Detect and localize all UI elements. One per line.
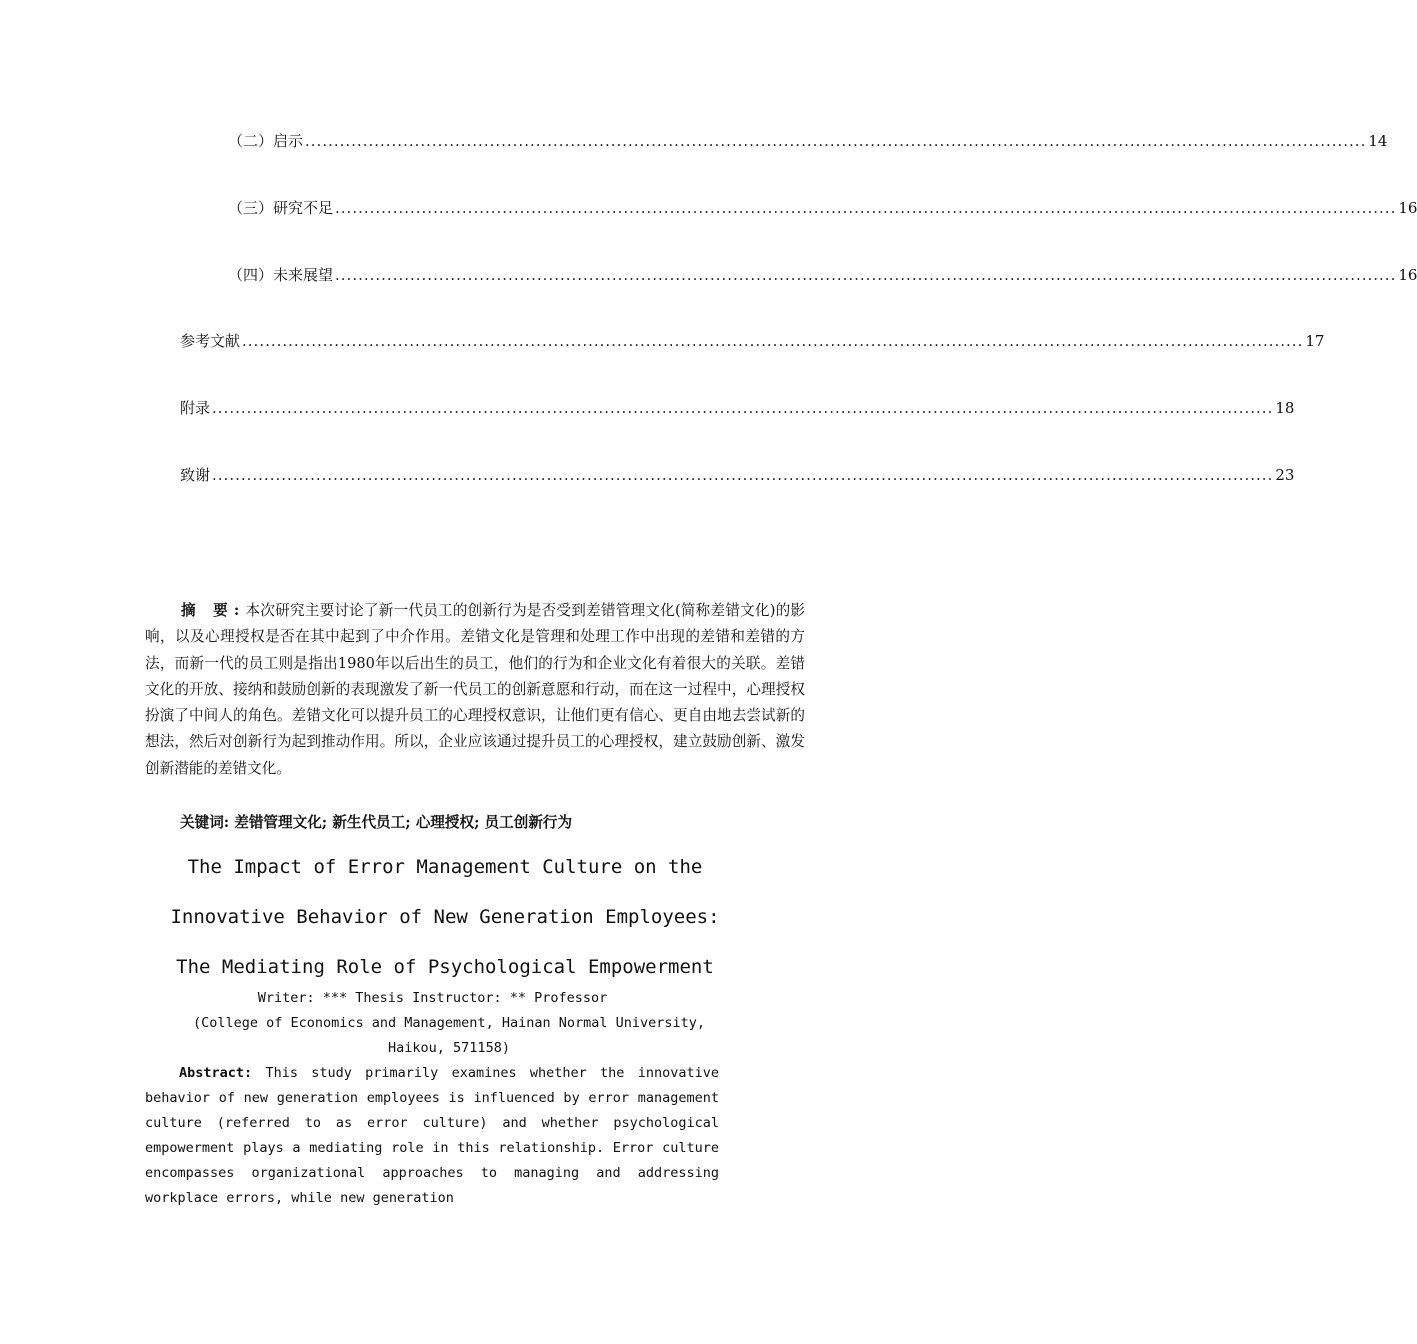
toc-entry-label: （四）未来展望 bbox=[228, 266, 334, 284]
toc-entry[interactable] bbox=[180, 465, 1295, 485]
college-affiliation: (College of Economics and Management, Hainan Normal University, Haikou, 571158) bbox=[192, 1015, 706, 1056]
english-title-line: The Mediating Role of Psychological Empowerment bbox=[176, 956, 714, 978]
toc-leader-dots: ........................................................................................................................................................................................ bbox=[305, 132, 1367, 150]
toc-entry-page: 14 bbox=[1368, 132, 1388, 150]
english-title-line: The Impact of Error Management Culture on the bbox=[187, 856, 703, 878]
abstract-en-heading: Abstract: bbox=[179, 1065, 253, 1081]
toc-leader-dots: ........................................................................................................................................................................................ bbox=[212, 399, 1274, 417]
writer-line: Writer: *** Thesis Instructor: ** Professor bbox=[257, 990, 608, 1006]
toc-entry-label: （二）启示 bbox=[228, 132, 304, 150]
toc-leader-dots: ........................................................................................................................................................................................ bbox=[212, 466, 1274, 484]
toc-entry-label: 附录 bbox=[180, 399, 211, 417]
toc-entry[interactable] bbox=[180, 398, 1295, 418]
toc-entry-page: 23 bbox=[1275, 466, 1295, 484]
abstract-english bbox=[145, 1061, 719, 1211]
keywords-chinese: 关键词: 差错管理文化; 新生代员工; 心理授权; 员工创新行为 bbox=[180, 814, 573, 831]
abstract-cn-body: 本次研究主要讨论了新一代员工的创新行为是否受到差错管理文化(简称差错文化)的影响，以及心理授权是否在其中起到了中介作用。差错文化是管理和处理工作中出现的差错和差错的方法，而新一代的员工则是指出1980年以后出生的员工，他们的行为和企业文化有着很大的关联。差错文化的开放、接纳和鼓励创新的表现激发了新一代员工的创新意愿和行动，而在这一过程中，心理授权扮演了中间人的角色。差错文化可以提升员工的心理授权意识，让他们更有信心、更自由地去尝试新的想法，然后对创新行为起到推动作用。所以，企业应该通过提升员工的心理授权，建立鼓励创新、激发创新潜能的差错文化。 bbox=[145, 602, 806, 777]
abstract-chinese bbox=[145, 598, 805, 782]
toc-leader-dots: ........................................................................................................................................................................................ bbox=[335, 266, 1397, 284]
toc-entry-label: （三）研究不足 bbox=[228, 199, 334, 217]
abstract-en-body: This study primarily examines whether the innovative behavior of new generation employees is influenced by error management culture (referred to as error culture) and whether psychological empowerment plays a mediating role in this relationship. Error culture encompasses organizational approaches to managing and addressing workplace errors, while new generation bbox=[145, 1065, 719, 1206]
toc-leader-dots: ........................................................................................................................................................................................ bbox=[335, 199, 1397, 217]
toc-entry[interactable] bbox=[180, 331, 1325, 351]
toc-entry-page: 16 bbox=[1398, 199, 1417, 217]
toc-entry[interactable] bbox=[228, 265, 1417, 285]
english-title bbox=[145, 842, 745, 992]
english-title-line: Innovative Behavior of New Generation Employees: bbox=[170, 906, 720, 928]
toc-entry-page: 16 bbox=[1398, 266, 1417, 284]
toc-entry-page: 18 bbox=[1275, 399, 1295, 417]
toc-entry-page: 17 bbox=[1305, 332, 1325, 350]
toc-leader-dots: ........................................................................................................................................................................................ bbox=[242, 332, 1304, 350]
abstract-cn-heading: 摘 要: bbox=[181, 602, 246, 619]
toc-entry-label: 致谢 bbox=[180, 466, 211, 484]
toc-entry[interactable] bbox=[228, 131, 1388, 151]
toc-entry-label: 参考文献 bbox=[180, 332, 241, 350]
toc-entry[interactable] bbox=[228, 198, 1417, 218]
